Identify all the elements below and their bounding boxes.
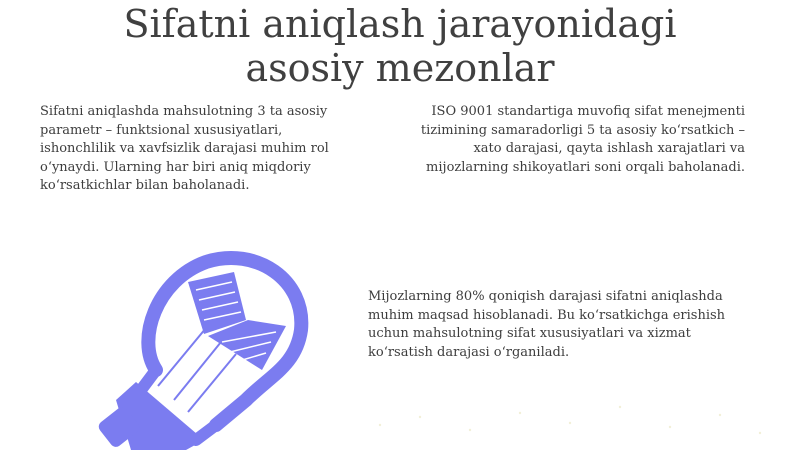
bottom-text-block: Mijozlarning 80% qoniqish darajasi sifatni aniqlashda muhim maqsad hisoblanadi. Bu ko‘rsatkichga erishish uchun mahsulotning sifat xususiyatlari va xizmat ko‘rsatish darajasi o‘rganiladi. [368, 289, 726, 360]
left-text-block: Sifatni aniqlashda mahsulotning 3 ta asosiy parametr – funktsional xususiyatlari, ishonchlilik va xavfsizlik darajasi muhim rol o‘ynaydi. Ularning har biri aniq miqdoriy ko‘rsatkichlar bilan baholanadi. [40, 104, 329, 193]
decorative-dots [360, 395, 790, 445]
right-text-block: ISO 9001 standartiga muvofiq sifat menejmenti tizimining samaradorligi 5 ta asosiy ko‘rsatkich – xato darajasi, qayta ishlash xarajatlari va mijozlarning shikoyatlari soni orqali baholanadi. [420, 104, 745, 175]
slide-title-line1: Sifatni aniqlash jarayonidagi [123, 2, 677, 46]
slide-title [40, 2, 760, 90]
slide-title-line2: asosiy mezonlar [245, 46, 555, 90]
lightbulb-with-book-icon [96, 250, 326, 450]
